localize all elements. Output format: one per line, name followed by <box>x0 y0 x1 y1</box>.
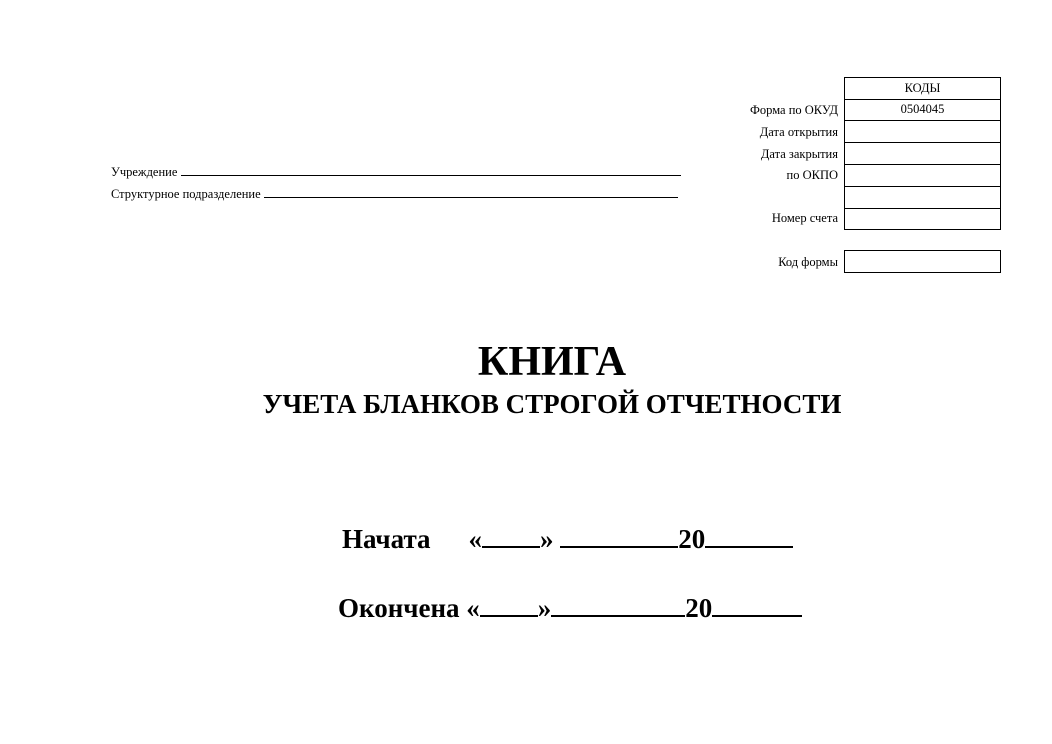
started-century: 20 <box>678 524 706 554</box>
codes-header: КОДЫ <box>844 77 1001 100</box>
account-number-value[interactable] <box>844 208 1001 230</box>
book-title: КНИГА <box>477 339 627 385</box>
account-number-label: Номер счета <box>771 211 838 225</box>
ended-close-quote: » <box>537 593 552 623</box>
institution-line[interactable] <box>181 165 681 176</box>
open-date-value[interactable] <box>844 121 1001 143</box>
institution-field[interactable] <box>111 165 681 179</box>
started-close-quote: » <box>540 524 554 554</box>
blank-code-value[interactable] <box>844 187 1001 209</box>
started-label: Начата <box>342 524 431 554</box>
ended-line <box>338 593 802 624</box>
institution-label: Учреждение <box>111 165 178 179</box>
ended-century: 20 <box>685 593 713 623</box>
started-day-field[interactable] <box>482 524 540 548</box>
started-open-quote: « <box>468 524 483 554</box>
okud-label: Форма по ОКУД <box>750 103 838 117</box>
open-date-label: Дата открытия <box>759 125 838 139</box>
started-year-field[interactable] <box>705 524 793 548</box>
form-code-label: Код формы <box>778 255 838 269</box>
department-line[interactable] <box>264 187 678 198</box>
okpo-value[interactable] <box>844 165 1001 187</box>
close-date-label: Дата закрытия <box>760 147 838 161</box>
close-date-value[interactable] <box>844 143 1001 165</box>
department-field[interactable] <box>111 187 678 201</box>
ended-day-field[interactable] <box>480 593 538 617</box>
ended-month-field[interactable] <box>551 593 685 617</box>
started-line <box>342 524 793 555</box>
okud-value[interactable]: 0504045 <box>844 99 1001 121</box>
started-month-field[interactable] <box>560 524 678 548</box>
form-code-value[interactable] <box>844 250 1001 273</box>
ended-label: Окончена <box>338 593 460 623</box>
department-label: Структурное подразделение <box>111 187 261 201</box>
okpo-label: по ОКПО <box>786 168 838 182</box>
book-subtitle: УЧЕТА БЛАНКОВ СТРОГОЙ ОТЧЕТНОСТИ <box>262 389 842 419</box>
ended-open-quote: « <box>466 593 480 623</box>
ended-year-field[interactable] <box>712 593 802 617</box>
